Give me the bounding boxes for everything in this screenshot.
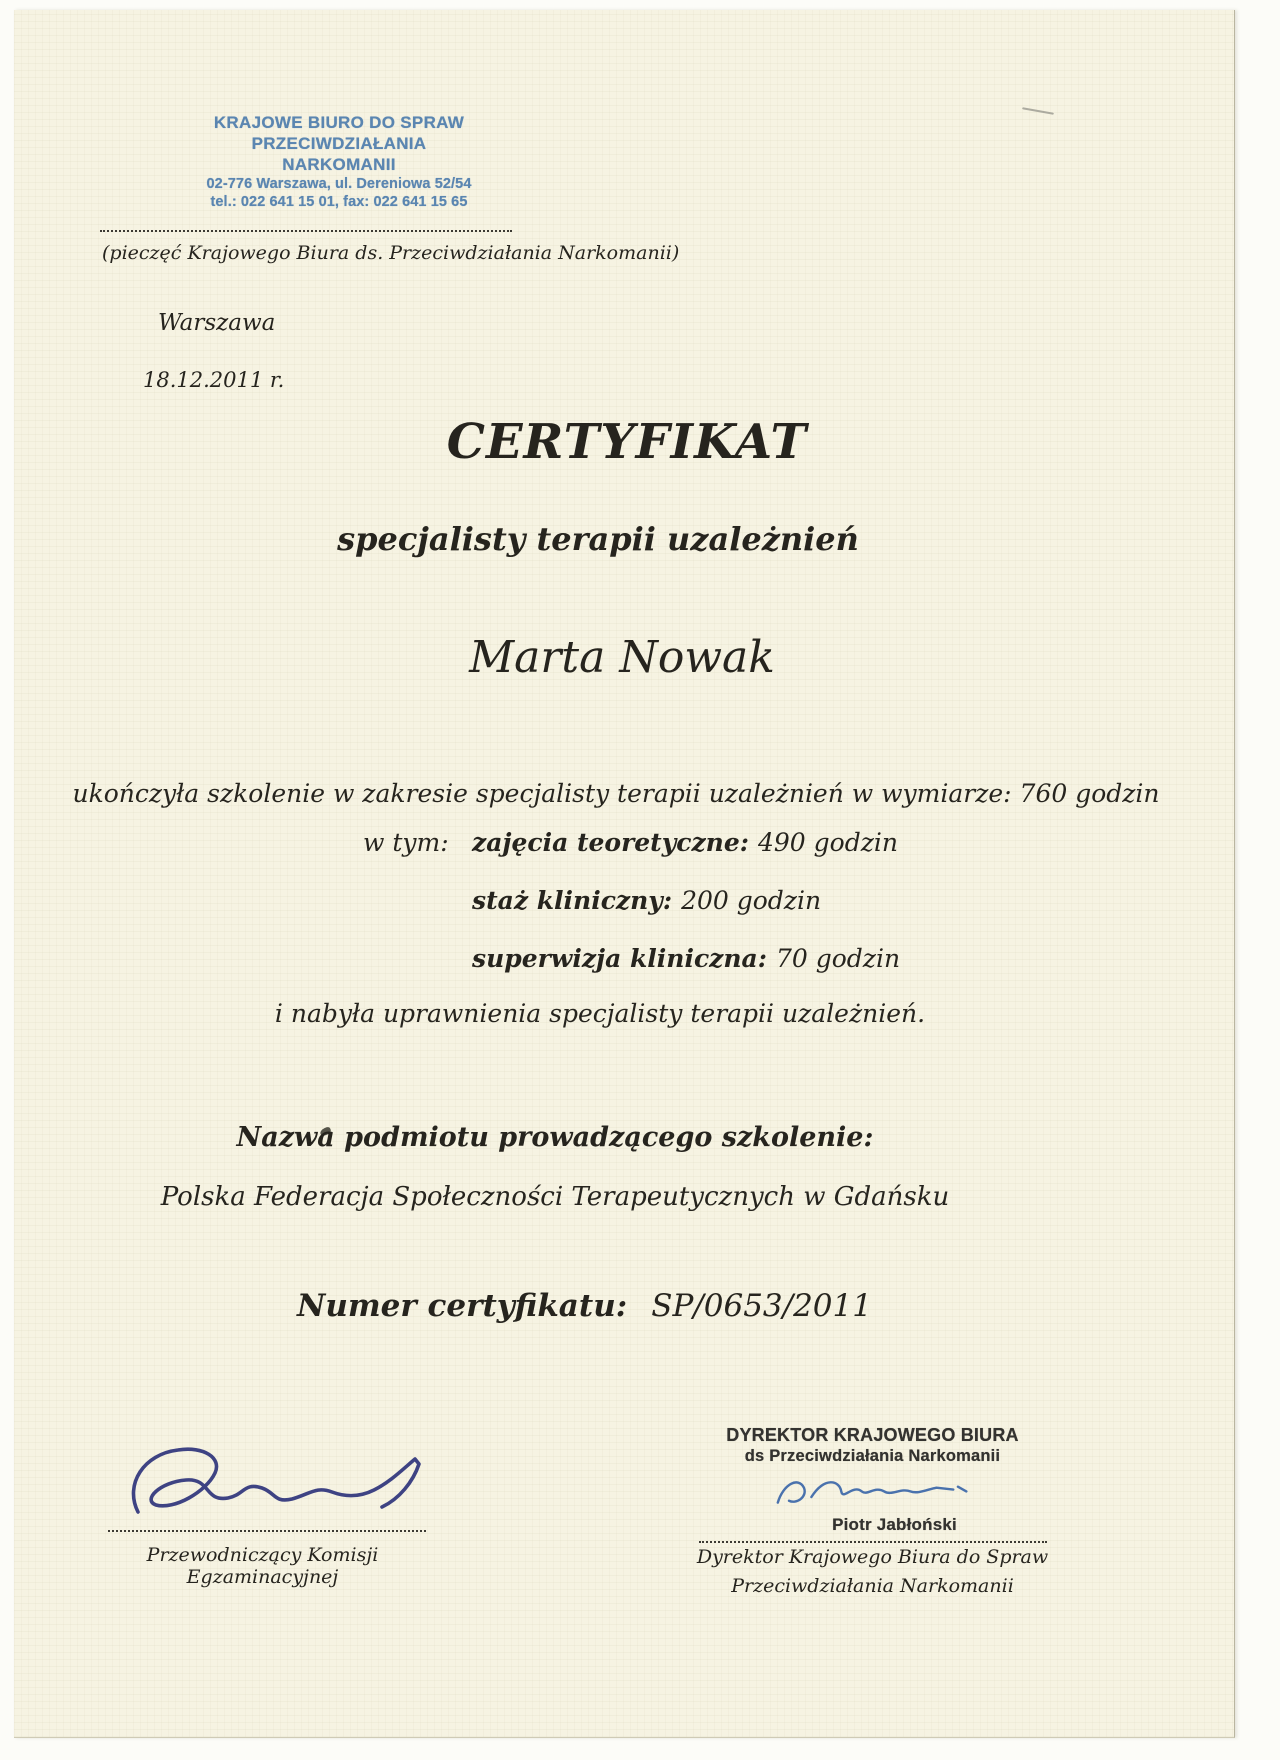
- w-tym-label: w tym:: [363, 828, 449, 857]
- item-label: superwizja kliniczna:: [472, 944, 767, 973]
- date-label: 18.12.2011 r.: [143, 368, 285, 392]
- signature-right-role: Przeciwdziałania Narkomanii: [731, 1575, 1014, 1597]
- office-stamp: [196, 112, 482, 211]
- training-item: [472, 944, 900, 973]
- certificate-title: CERTYFIKAT: [446, 414, 808, 470]
- certificate-number-label: Numer certyfikatu:: [297, 1288, 628, 1324]
- signature-right-block: [695, 1424, 1050, 1601]
- stamp-line: 02-776 Warszawa, ul. Dereniowa 52/54: [206, 176, 472, 192]
- provider-label: Nazwa podmiotu prowadzącego szkolenie:: [236, 1122, 874, 1153]
- item-label: zajęcia teoretyczne:: [472, 828, 749, 857]
- item-value: 70 godzin: [775, 944, 901, 973]
- item-value: 200 godzin: [681, 886, 822, 915]
- signature-left: [116, 1442, 434, 1532]
- stamp-line: PRZECIWDZIAŁANIA NARKOMANII: [251, 134, 427, 174]
- signature-right-role: Dyrektor Krajowego Biura do Spraw: [696, 1546, 1049, 1568]
- stamp-caption: (pieczęć Krajowego Biura ds. Przeciwdziałania Narkomanii): [102, 242, 680, 264]
- provider-name: Polska Federacja Społeczności Terapeutycznych w Gdańsku: [160, 1182, 950, 1212]
- signer-name: Piotr Jabłoński: [832, 1515, 957, 1534]
- body-line-1: ukończyła szkolenie w zakresie specjalisty terapii uzależnień w wymiarze: 760 godzin: [72, 779, 1160, 808]
- dotted-line: [100, 230, 512, 232]
- place-label: Warszawa: [158, 310, 276, 336]
- signature-left-role: Przewodniczący Komisji Egzaminacyjnej: [146, 1544, 379, 1588]
- certificate-subtitle: specjalisty terapii uzależnień: [337, 520, 859, 558]
- item-label: staż kliniczny:: [472, 886, 673, 915]
- body-line-2: i nabyła uprawnienia specjalisty terapii uzależnień.: [274, 999, 926, 1028]
- certificate-number: [297, 1288, 872, 1324]
- training-item: [472, 886, 821, 915]
- signature-right: [763, 1469, 983, 1511]
- item-value: 490 godzin: [757, 828, 898, 857]
- recipient-name: Marta Nowak: [469, 632, 775, 683]
- stamp-line: KRAJOWE BIURO DO SPRAW: [213, 113, 465, 132]
- dotted-line: [108, 1530, 426, 1532]
- certificate-number-value: SP/0653/2011: [651, 1288, 872, 1324]
- director-stamp-line: DYREKTOR KRAJOWEGO BIURA: [726, 1425, 1019, 1445]
- stamp-line: tel.: 022 641 15 01, fax: 022 641 15 65: [210, 194, 468, 210]
- training-item: [472, 828, 898, 857]
- director-stamp-line: ds Przeciwdziałania Narkomanii: [744, 1447, 1001, 1465]
